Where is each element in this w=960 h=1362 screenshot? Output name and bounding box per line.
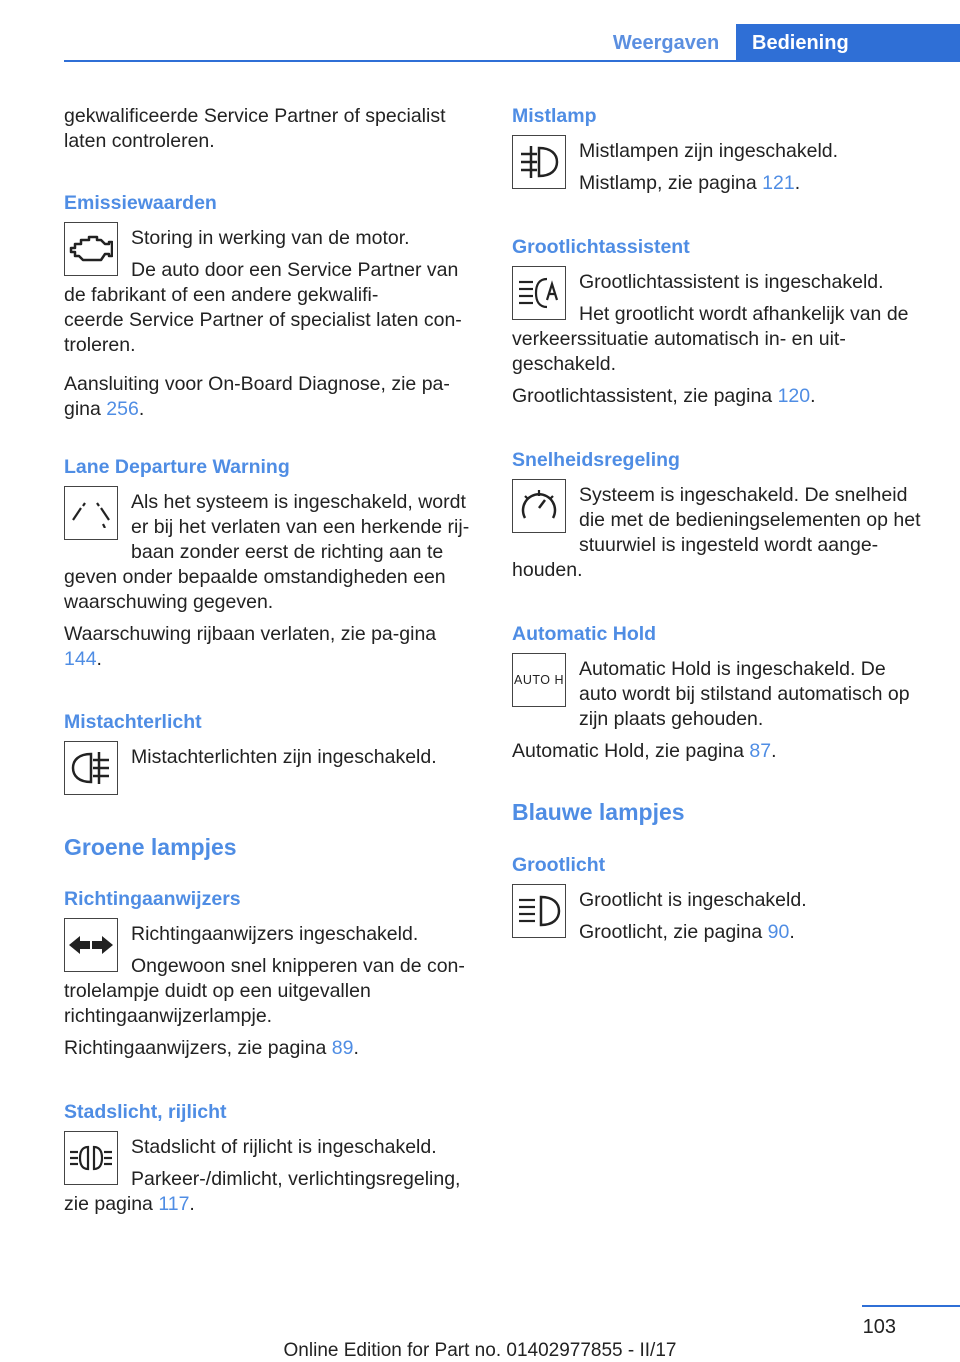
page-link-121[interactable]: 121 — [762, 172, 795, 194]
section-title-high-beam: Grootlicht — [512, 854, 606, 876]
page-link-120[interactable]: 120 — [777, 385, 811, 407]
section-rear-fog: Mistachterlicht Mistachterlichten zijn ingeschakeld. — [64, 710, 478, 799]
section-high-beam-assist: Grootlichtassistent Grootlichtassistent is ingeschakeld. Het grootlicht wordt afhankelijk van de verkeerssituatie automatisch in- en uit- geschakeld. Grootlichtassistent, zie pagina 120. — [512, 235, 928, 409]
page-link-89[interactable]: 89 — [331, 1037, 354, 1059]
high-beam-icon — [512, 884, 566, 938]
section-title-parking-light: Stadslicht, rijlicht — [64, 1101, 227, 1123]
page-link-87[interactable]: 87 — [749, 740, 772, 762]
footer-rule — [862, 1305, 960, 1307]
section-cruise-control: Snelheidsregeling Systeem is ingeschakeld. De snelheid die met de bedieningselementen op het stuurwiel is ingesteld wordt aange- houden. — [512, 448, 928, 583]
section-title-rear-fog: Mistachterlicht — [64, 711, 202, 733]
section-automatic-hold: Automatic Hold AUTO H Automatic Hold is ingeschakeld. De auto wordt bij stilstand automatisch op zijn plaats gehouden. Automatic Hold, zie pagina 87. — [512, 622, 928, 764]
tab-weergaven[interactable]: Weergaven — [612, 31, 720, 54]
front-fog-icon — [512, 135, 566, 189]
section-title-automatic-hold: Automatic Hold — [512, 623, 657, 645]
tab-bediening[interactable]: Bediening — [736, 24, 960, 62]
parking-light-icon — [64, 1131, 118, 1185]
continued-paragraph: gekwalificeerde Service Partner of specialist laten controleren. — [64, 105, 446, 152]
section-title-emission: Emissiewaarden — [64, 192, 217, 214]
rear-fog-icon — [64, 741, 118, 795]
page-link-90[interactable]: 90 — [767, 921, 790, 943]
engine-icon — [64, 222, 118, 276]
section-title-lane-departure: Lane Departure Warning — [64, 456, 290, 478]
page-link-144[interactable]: 144 — [64, 648, 97, 670]
section-title-turn-signals: Richtingaanwijzers — [64, 888, 241, 910]
lane-departure-icon — [64, 486, 118, 540]
section-title-cruise-control: Snelheidsregeling — [512, 449, 680, 471]
section-emission: Emissiewaarden Storing in werking van de motor. De auto door een Service Partner van de fabrikant of een andere gekwalifi- ceerde Service Partner of specialist laten con-troleren. Aansluiting voor On-Board Diagnose, zie pa-gina 256. — [64, 191, 478, 422]
header-rule — [64, 60, 960, 62]
section-high-beam: Grootlicht Grootlicht is ingeschakeld. Grootlicht, zie pagina 90. — [512, 853, 928, 945]
heading-groene-lampjes: Groene lampjes — [64, 834, 237, 860]
high-beam-assist-icon — [512, 266, 566, 320]
page-link-256[interactable]: 256 — [106, 398, 139, 420]
page-number: 103 — [862, 1316, 896, 1338]
section-front-fog: Mistlamp Mistlampen zijn ingeschakeld. Mistlamp, zie pagina 121. — [512, 104, 928, 196]
heading-blauwe-lampjes: Blauwe lampjes — [512, 799, 685, 825]
page-link-117[interactable]: 117 — [158, 1193, 190, 1215]
turn-signal-icon — [64, 918, 118, 972]
auto-hold-icon-label: AUTO H — [514, 672, 564, 687]
cruise-control-icon — [512, 479, 566, 533]
section-turn-signals: Richtingaanwijzers Richtingaanwijzers ingeschakeld. Ongewoon snel knipperen van de con-trolelampje duidt op een uitgevallen richtingaanwijzerlampje. Richtingaanwijzers, zie pagina 89. — [64, 887, 478, 1061]
section-parking-light: Stadslicht, rijlicht Stadslicht of rijlicht is ingeschakeld. Parkeer-/dimlicht, verlichtingsregeling, zie pagina 117. — [64, 1100, 478, 1217]
section-lane-departure: Lane Departure Warning Als het systeem is ingeschakeld, wordt er bij het verlaten van een herkende rij-baan zonder eerst de richting aan te geven onder bepaalde omstandigheden een waarschuwing gegeven. Waarschuwing rijbaan verlaten, zie pa-gina 144. — [64, 455, 478, 672]
edition-footer: Online Edition for Part no. 01402977855 - II/17 — [283, 1340, 677, 1361]
auto-hold-icon — [512, 653, 566, 707]
section-title-front-fog: Mistlamp — [512, 105, 597, 127]
section-title-high-beam-assist: Grootlichtassistent — [512, 236, 690, 258]
